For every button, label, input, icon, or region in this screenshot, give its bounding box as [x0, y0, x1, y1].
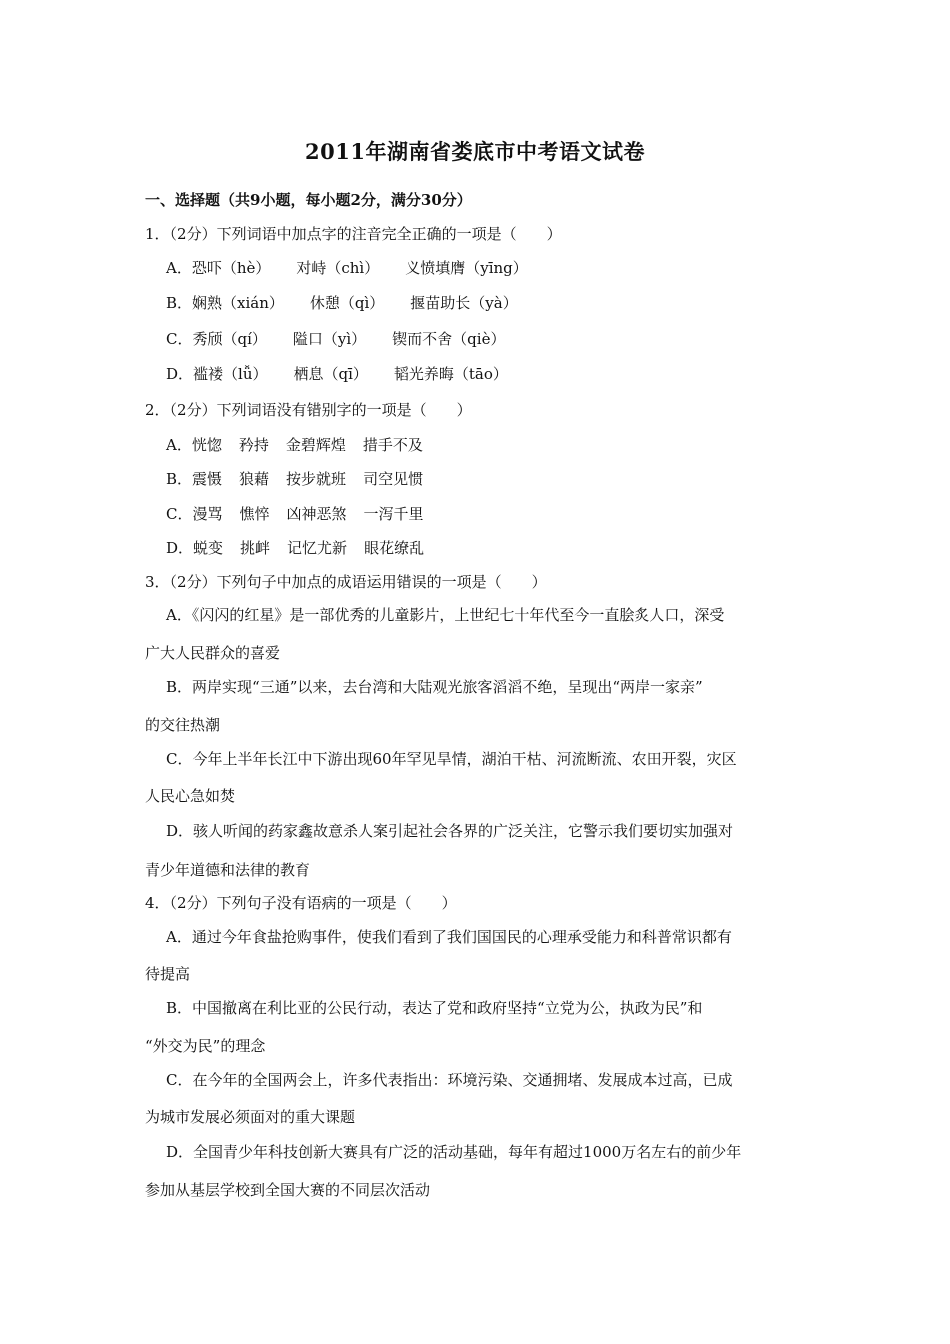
q3-option-d-line1: D．骇人听闻的药家鑫故意杀人案引起社会各界的广泛关注，它警示我们要切实加强对: [166, 822, 734, 840]
q4-option-c-line1: C．在今年的全国两会上，许多代表指出：环境污染、交通拥堵、发展成本过高，已成: [166, 1071, 733, 1089]
q4-option-b-line1: B．中国撤离在利比亚的公民行动，表达了党和政府坚持“立党为公，执政为民”和: [166, 999, 703, 1017]
q2-option-b: [166, 469, 423, 489]
q1-b-term1: B．娴熟（xián）: [166, 294, 284, 312]
q2-a-word3: 金碧辉煌: [285, 436, 346, 454]
q3-option-a-line2: 广大人民群众的喜爱: [145, 644, 281, 662]
q2-c-word2: 憔悴: [239, 505, 270, 523]
q2-d-word4: 眼花缭乱: [364, 539, 425, 557]
q2-a-word1: A．恍惚: [166, 436, 222, 454]
q4-option-a-line1: A．通过今年食盐抢购事件，使我们看到了我们国国民的心理承受能力和科普常识都有: [166, 928, 732, 946]
q2-d-word2: 挑衅: [240, 539, 271, 557]
q4-option-a-line2: 待提高: [145, 965, 191, 983]
q1-option-d: [166, 364, 508, 384]
q1-d-term2: 栖息（qī）: [293, 365, 368, 383]
q4-option-d-line1: D．全国青少年科技创新大赛具有广泛的活动基础，每年有超过1000万名左右的前少年: [166, 1143, 742, 1161]
q2-c-word4: 一泻千里: [363, 505, 424, 523]
q2-b-word3: 按步就班: [286, 470, 347, 488]
q2-stem: 2．（2分）下列词语没有错别字的一项是（ ）: [145, 401, 472, 419]
q1-d-term3: 韬光养晦（tāo）: [393, 365, 508, 383]
q2-d-word3: 记忆尤新: [287, 539, 348, 557]
q3-stem: 3．（2分）下列句子中加点的成语运用错误的一项是（ ）: [145, 573, 547, 591]
q2-d-word1: D．蜕变: [166, 539, 224, 557]
q1-a-term3: 义愤填膺（yīng）: [405, 259, 528, 277]
q2-option-a: [166, 435, 423, 455]
q2-b-word1: B．震慑: [166, 470, 223, 488]
q4-stem: 4．（2分）下列句子没有语病的一项是（ ）: [145, 894, 457, 912]
q4-option-b-line2: “外交为民”的理念: [145, 1037, 266, 1055]
q1-c-term3: 锲而不舍（qiè）: [392, 330, 506, 348]
q2-option-d: [166, 538, 424, 558]
q1-stem: 1．（2分）下列词语中加点字的注音完全正确的一项是（ ）: [145, 225, 562, 243]
q3-option-d-line2: 青少年道德和法律的教育: [145, 861, 311, 879]
q1-a-term1: A．恐吓（hè）: [166, 259, 271, 277]
q1-b-term3: 揠苗助长（yà）: [410, 294, 518, 312]
q1-option-c: [166, 329, 505, 349]
q3-option-a-line1: A．《闪闪的红星》是一部优秀的儿童影片，上世纪七十年代至今一直脍炙人口，深受: [166, 606, 725, 624]
q1-c-term1: C．秀颀（qí）: [166, 330, 267, 348]
q2-a-word2: 矜持: [238, 436, 269, 454]
q1-a-term2: 对峙（chì）: [296, 259, 380, 277]
page-title: 2011年湖南省娄底市中考语文试卷: [305, 139, 645, 164]
q3-option-c-line2: 人民心急如焚: [145, 787, 236, 805]
q2-c-word3: 凶神恶煞: [286, 505, 347, 523]
q4-option-c-line2: 为城市发展必须面对的重大课题: [145, 1108, 356, 1126]
q2-option-c: [166, 504, 424, 524]
q3-option-b-line2: 的交往热潮: [145, 716, 221, 734]
q2-b-word4: 司空见惯: [363, 470, 424, 488]
q2-a-word4: 措手不及: [362, 436, 423, 454]
q1-option-a: [166, 258, 528, 278]
q2-c-word1: C．漫骂: [166, 505, 223, 523]
section-heading: 一、选择题（共9小题，每小题2分，满分30分）: [145, 191, 472, 209]
q3-option-c-line1: C．今年上半年长江中下游出现60年罕见旱情，湖泊干枯、河流断流、农田开裂，灾区: [166, 750, 737, 768]
q1-b-term2: 休憩（qì）: [309, 294, 385, 312]
q2-b-word2: 狼藉: [239, 470, 270, 488]
q3-option-b-line1: B．两岸实现“三通”以来，去台湾和大陆观光旅客滔滔不绝，呈现出“两岸一家亲”: [166, 678, 703, 696]
q4-option-d-line2: 参加从基层学校到全国大赛的不同层次活动: [145, 1181, 431, 1199]
q1-option-b: [166, 293, 518, 313]
q1-c-term2: 隘口（yì）: [292, 330, 367, 348]
q1-d-term1: D．褴褛（lǚ）: [166, 365, 268, 383]
